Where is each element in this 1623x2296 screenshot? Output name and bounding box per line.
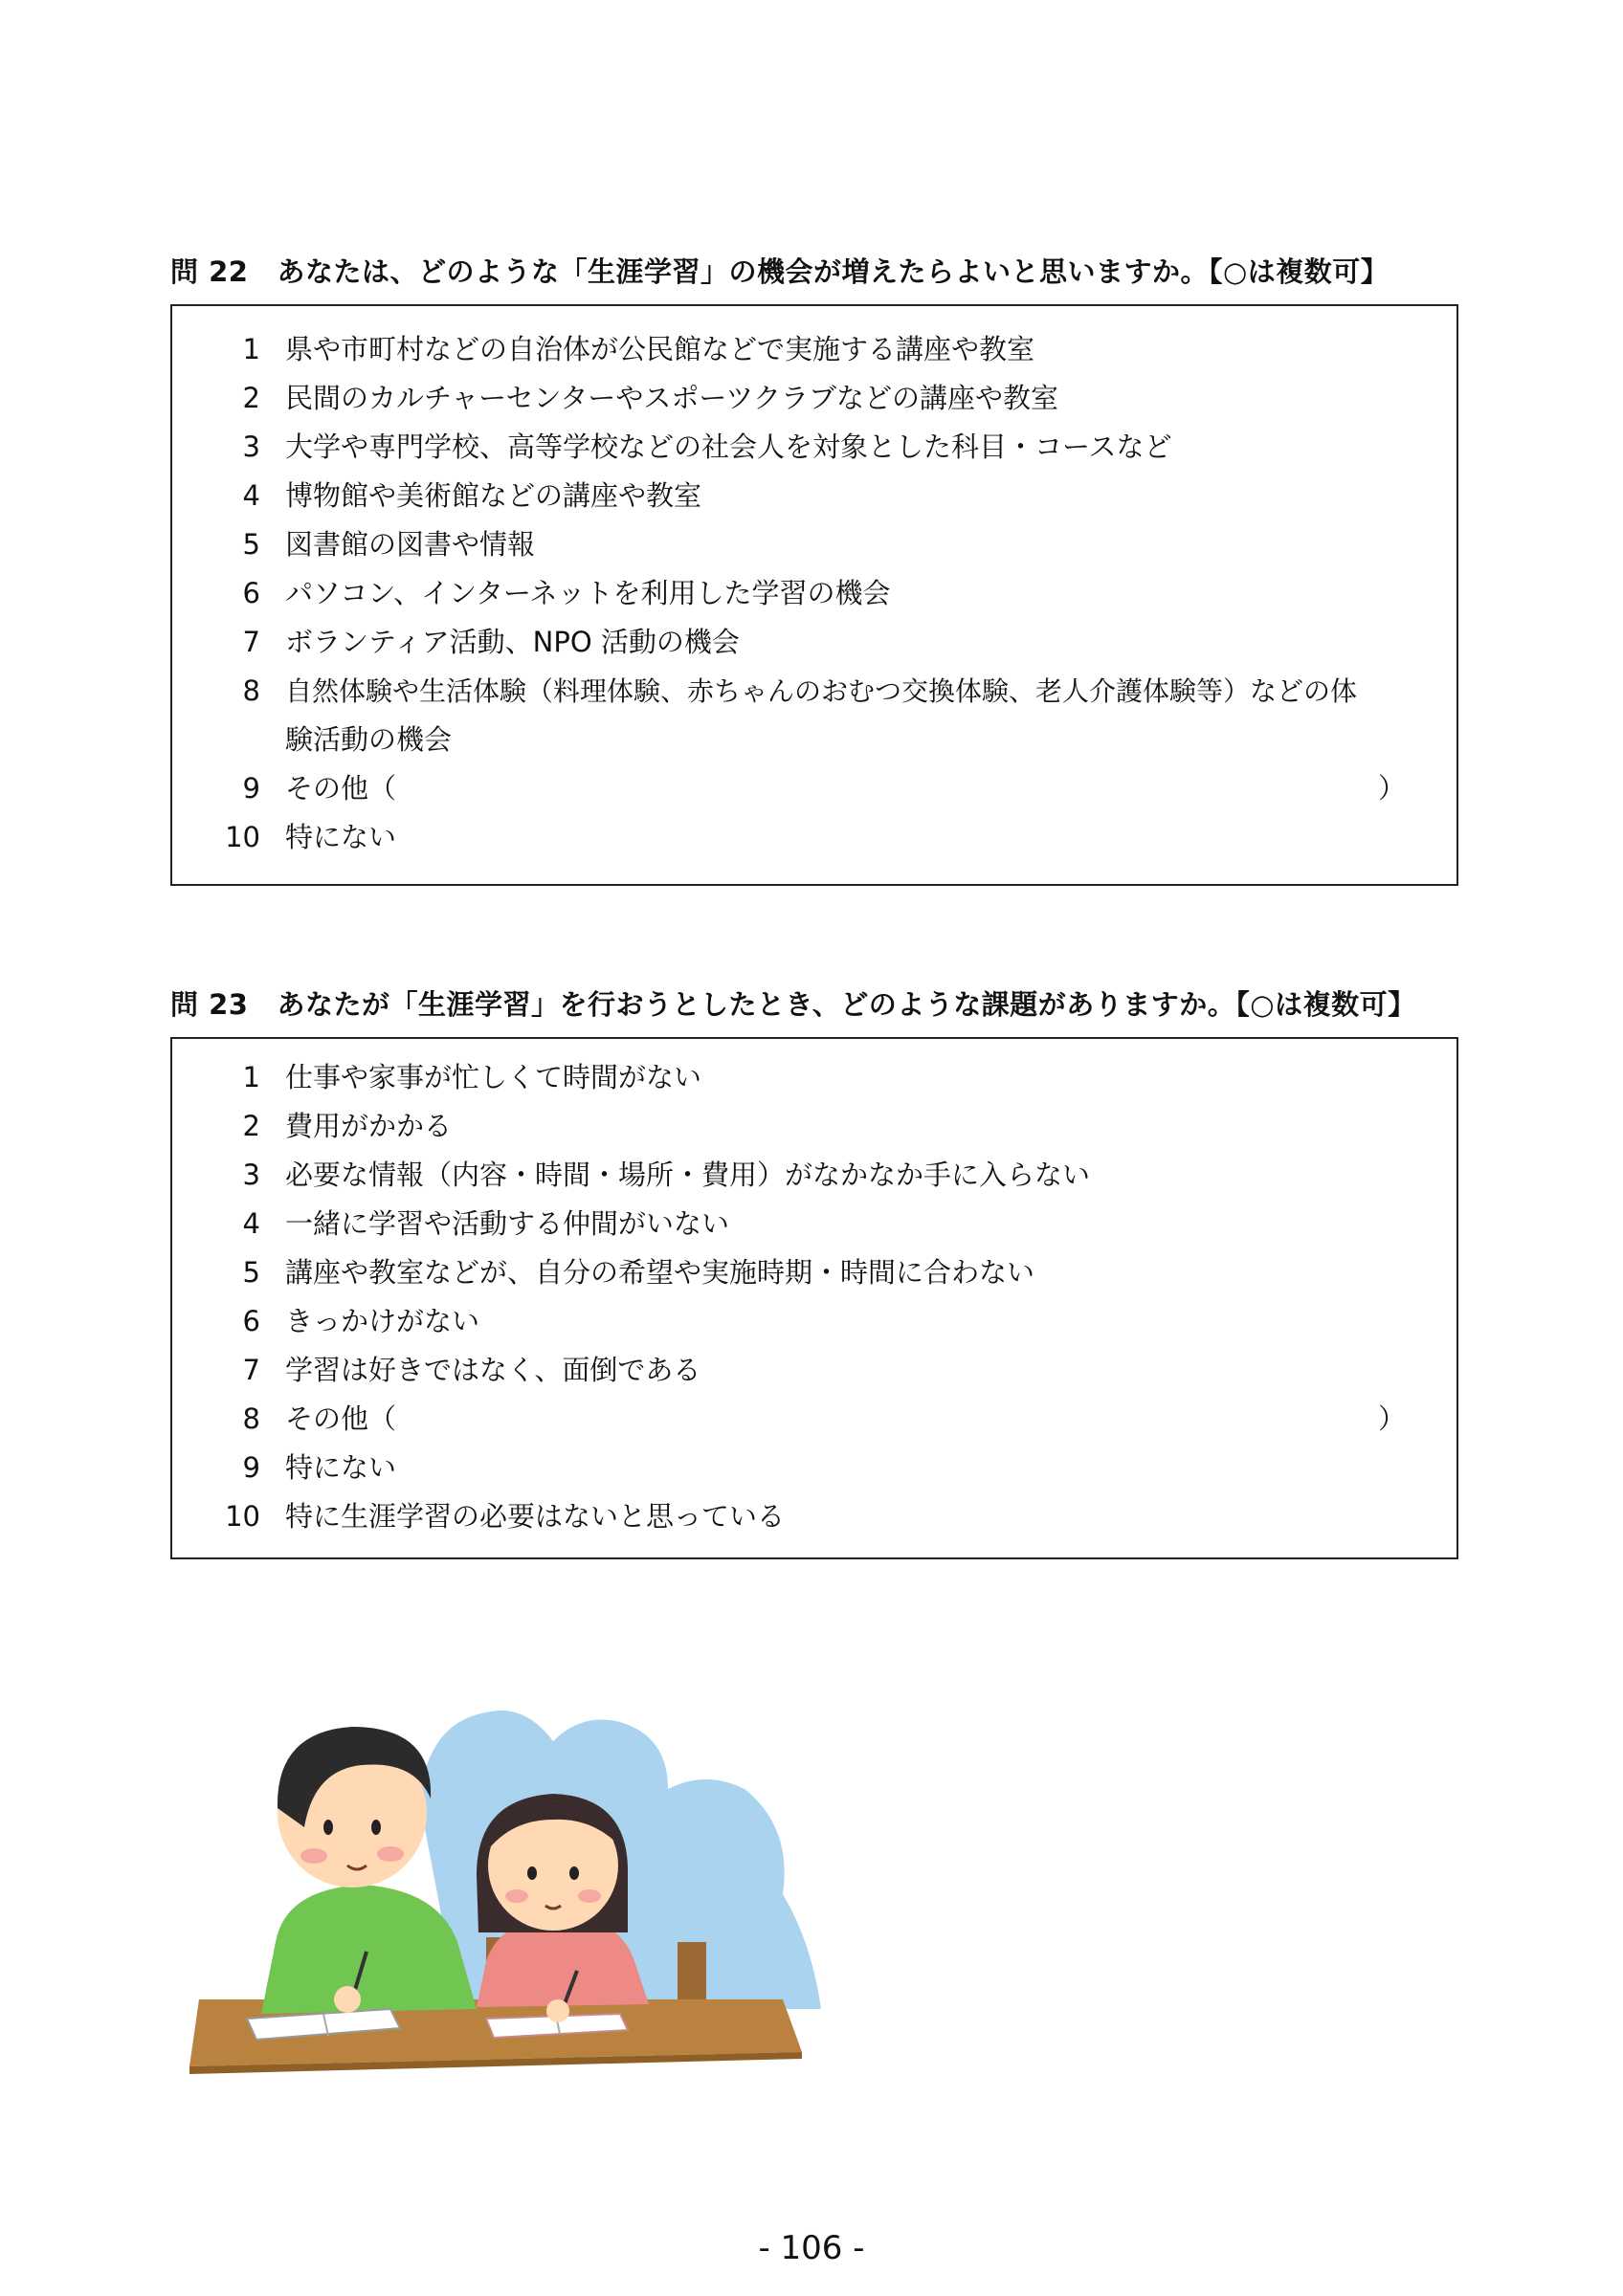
question-23-title [170,983,1416,1023]
question-text: あなたが「生涯学習」を行おうとしたとき、どのような課題がありますか。 [277,988,1236,1021]
question-number: 問 23 [170,988,249,1021]
page-number: - 106 - [758,2229,865,2267]
question-text: あなたは、どのような「生涯学習」の機会が増えたらよいと思いますか。 [277,255,1209,288]
question-22-title [170,251,1389,290]
question-23-options-box: 1 仕事や家事が忙しくて時間がない 2 費用がかかる 3 必要な情報（内容・時間・場所・費用）がなかなか手に入らない 4 一緒に学習や活動する仲間がいない 5 講座や教室などが、自分の希望や実施時期・時間に合わない 6 きっかけがない 7 学習は好きではなく、面倒である 8 その他（ ） 9 特にない 10 特に生涯学習の必要はないと思っている [170,1037,1458,1559]
close-paren: ） [1378,1402,1407,1435]
question-number: 問 22 [170,255,249,288]
students-studying-illustration [170,1684,898,2133]
question-note: 【○は複数可】 [1208,255,1390,288]
question-22-options-box: 1 県や市町村などの自治体が公民館などで実施する講座や教室 2 民間のカルチャーセンターやスポーツクラブなどの講座や教室 3 大学や専門学校、高等学校などの社会人を対象とした科目・コースなど 4 博物館や美術館などの講座や教室 5 図書館の図書や情報 6 パソコン、インターネットを利用した学習の機会 7 ボランティア活動、NPO 活動の機会 8 自然体験や生活体験（料理体験、赤ちゃんのおむつ交換体験、老人介護体験等）などの体 験活動の機会 9 その他（ ） 10 特にない [170,304,1458,886]
close-paren: ） [1378,772,1407,805]
question-note: 【○は複数可】 [1235,988,1416,1021]
q22-option-8-continuation: 験活動の機会 [285,723,453,756]
